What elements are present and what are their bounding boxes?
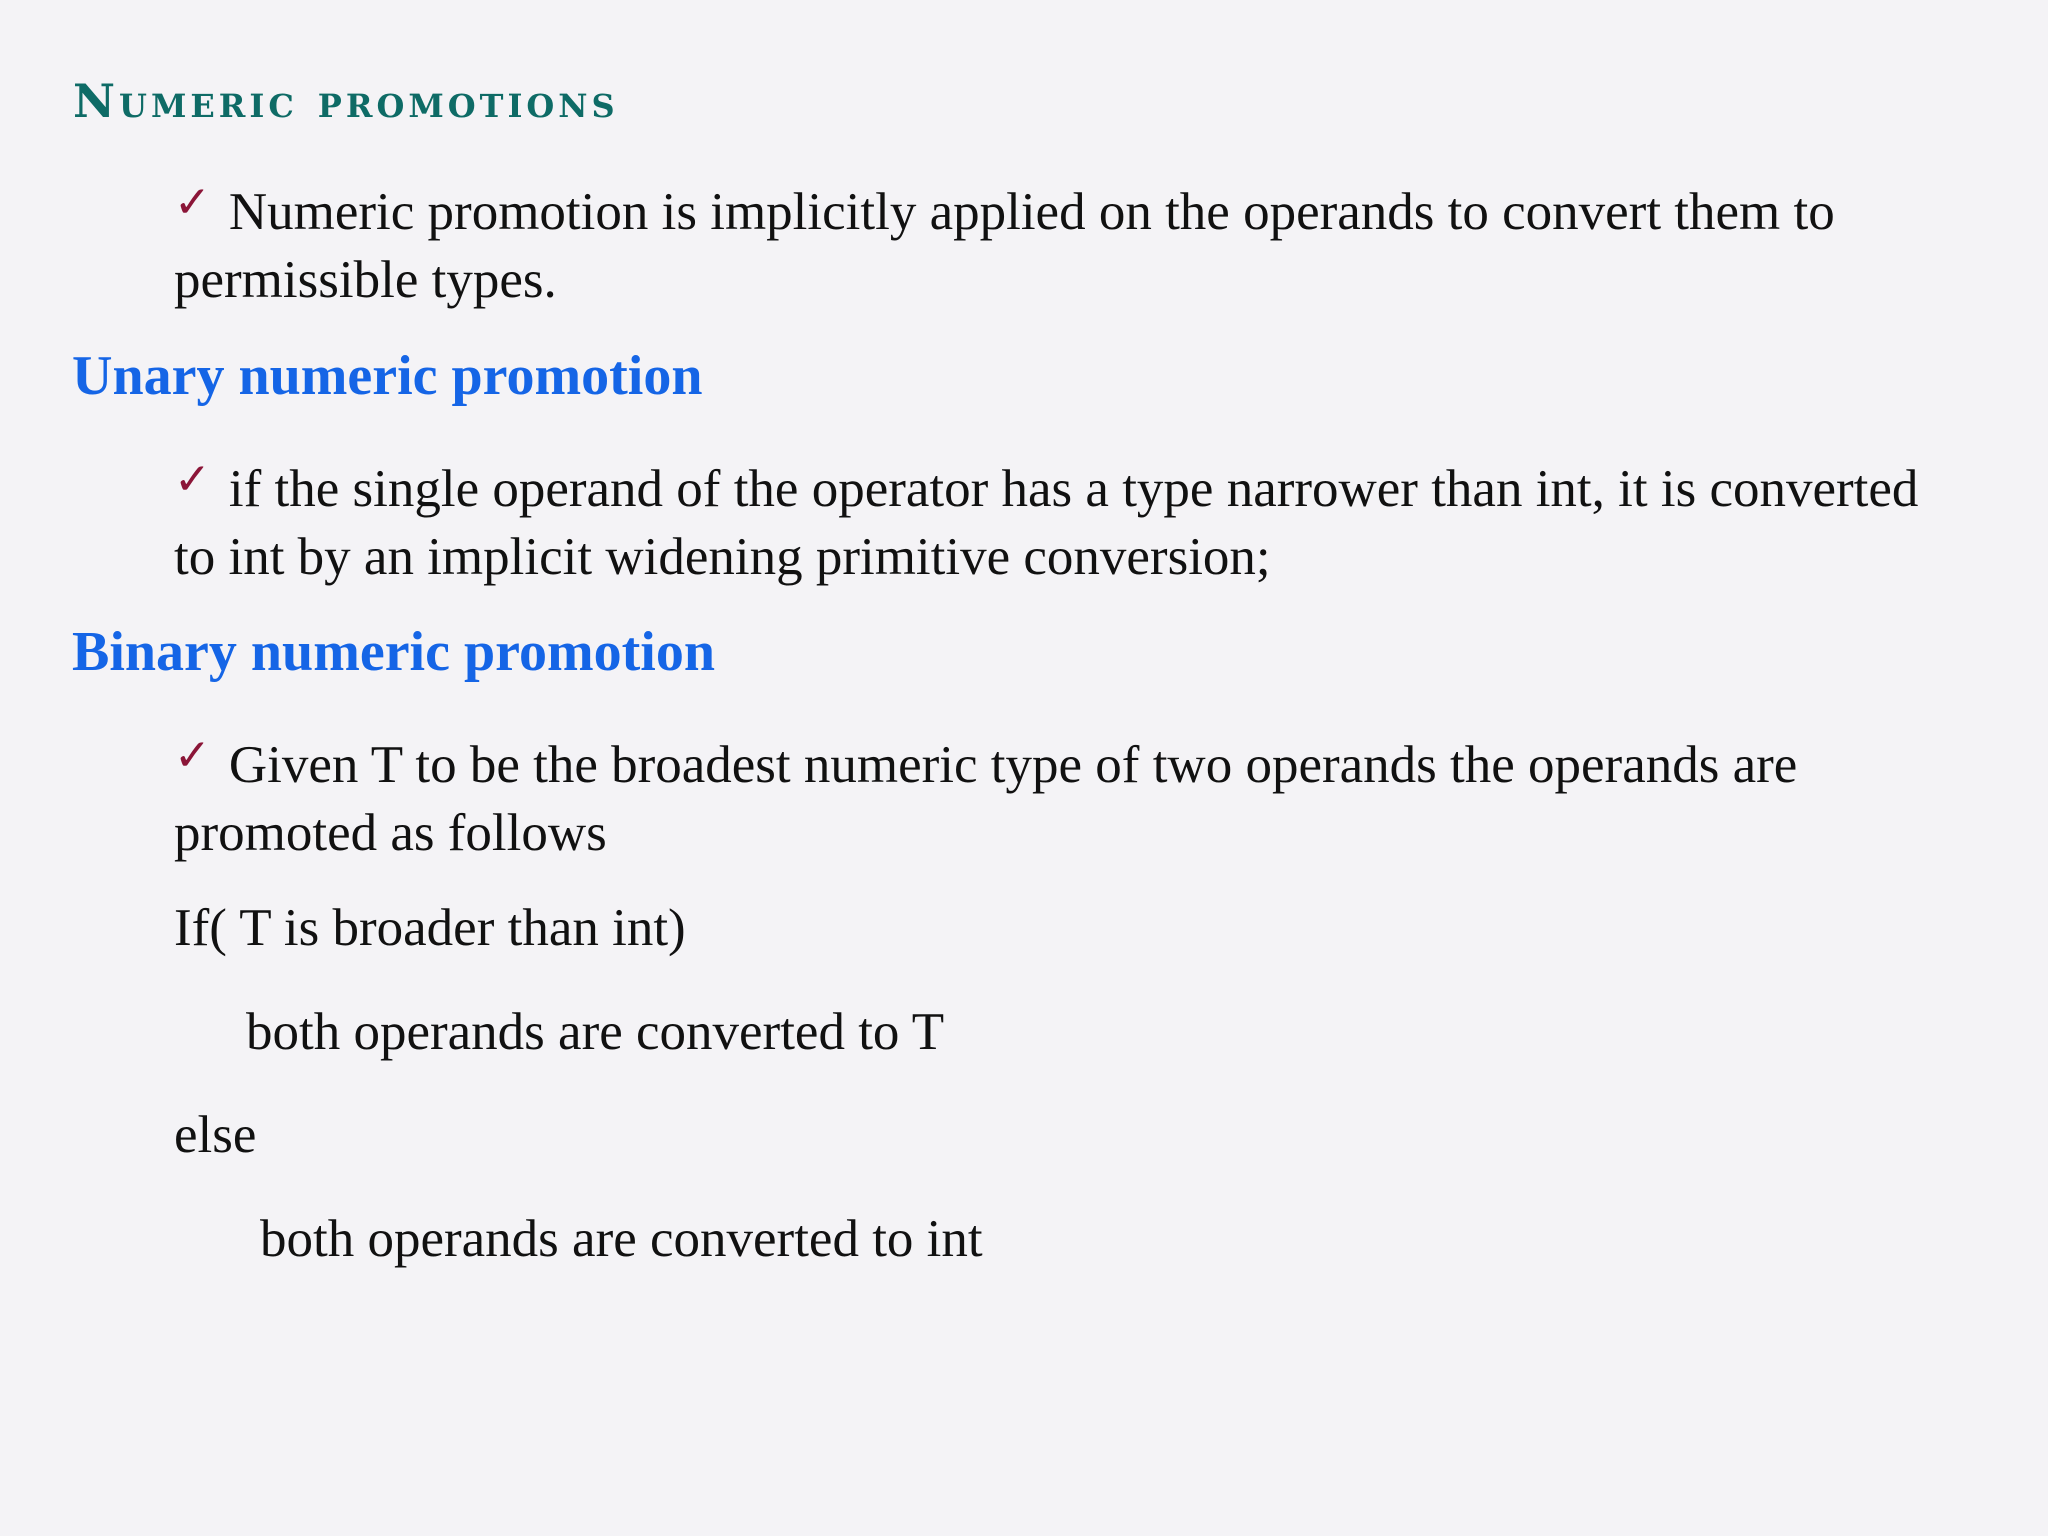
slide-title: Numeric promotions <box>73 74 619 128</box>
unary-heading: Unary numeric promotion <box>72 345 703 407</box>
binary-bullet <box>174 722 1934 867</box>
intro-text: Numeric promotion is implicitly applied on the operands to convert them to permissible types. <box>174 183 1835 309</box>
checkmark-icon: ✓ <box>174 454 211 505</box>
checkmark-icon: ✓ <box>174 177 211 228</box>
binary-heading: Binary numeric promotion <box>72 621 715 683</box>
unary-text: if the single operand of the operator has a type narrower than int, it is converted to int by an implicit widening primitive conversion; <box>174 460 1919 586</box>
code-line-else: else <box>174 1106 257 1164</box>
code-line-if: If( T is broader than int) <box>174 899 686 957</box>
intro-bullet <box>174 169 1934 314</box>
unary-bullet <box>174 446 1934 591</box>
code-line-then: both operands are converted to T <box>246 1003 945 1061</box>
code-line-else-body: both operands are converted to int <box>260 1210 983 1268</box>
checkmark-icon: ✓ <box>174 730 211 781</box>
binary-text: Given T to be the broadest numeric type of two operands the operands are promoted as follows <box>174 736 1798 862</box>
